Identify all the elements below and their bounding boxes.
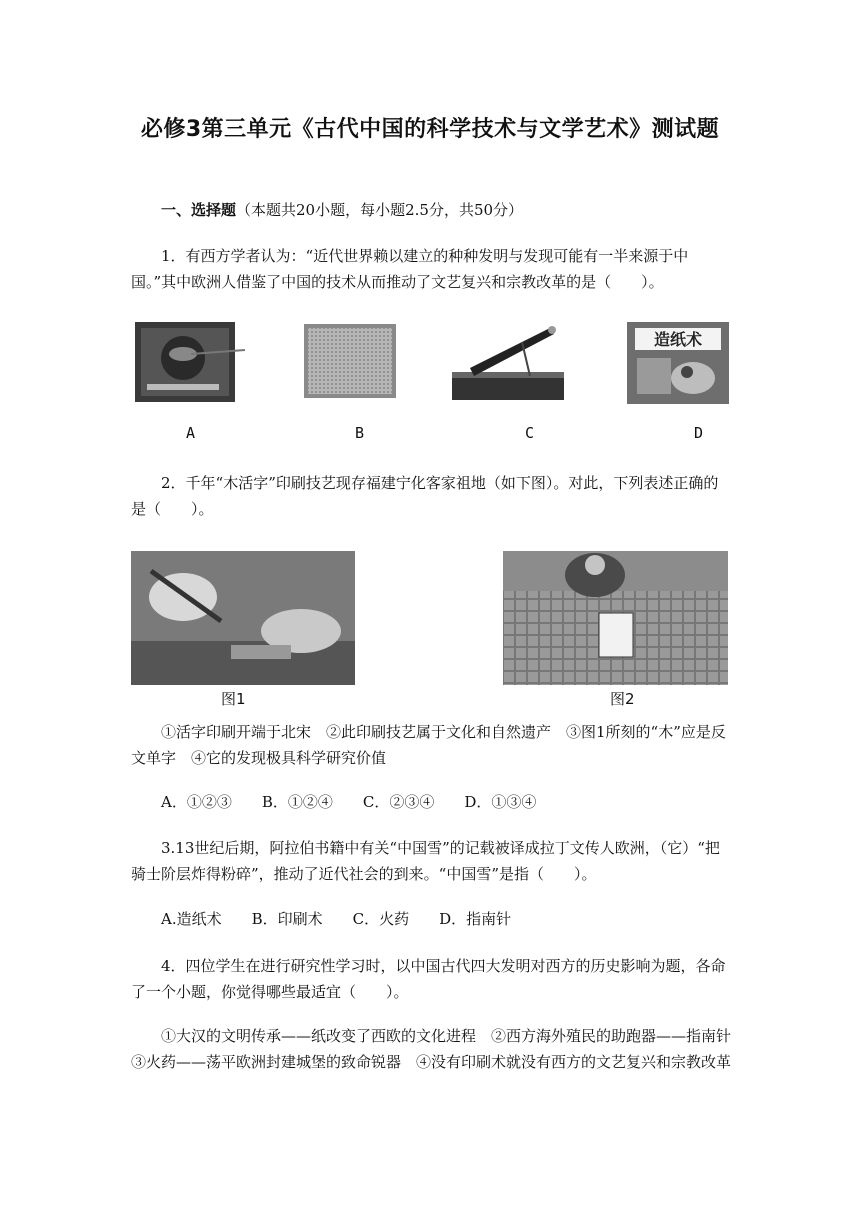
- option-a-label: A: [186, 424, 196, 442]
- question-4-text: 4．四位学生在进行研究性学习时，以中国古代四大发明对西方的历史影响为题，各命了一个小题，你觉得哪些最适宜（ ）。: [131, 957, 726, 1001]
- question-3-text: 3.13世纪后期，阿拉伯书籍中有关“中国雪”的记载被译成拉丁文传人欧洲，（它）“把骑士阶层炸得粉碎”，推动了近代社会的到来。“中国雪”是指（ ）。: [131, 839, 720, 883]
- figure-2-caption: 图2: [610, 690, 635, 708]
- page-title: 必修3第三单元《古代中国的科学技术与文学艺术》测试题: [140, 117, 720, 142]
- question-2-choices: A．①②③ B．①②④ C．②③④ D．①③④: [161, 793, 537, 811]
- option-d-label: D: [694, 424, 704, 442]
- printing-block-image: [302, 322, 398, 400]
- printing-worker-photo: [503, 551, 728, 685]
- gunpowder-weapon-image: [452, 320, 564, 404]
- section-note: （本题共20小题，每小题2.5分，共50分）: [236, 201, 524, 219]
- section-title: 一、选择题: [161, 201, 237, 219]
- question-4-statements: ①大汉的文明传承——纸改变了西欧的文化进程 ②西方海外殖民的助跑器——指南针 ③火药——荡平欧洲封建城堡的致命锐器 ④没有印刷术就没有西方的文艺复兴和宗教改革: [131, 1027, 747, 1071]
- woodblock-carving-photo: [131, 551, 355, 685]
- option-b-label: B: [355, 424, 365, 442]
- figure-1-caption: 图1: [221, 690, 246, 708]
- question-2-text: 2．千年“木活字”印刷技艺现存福建宁化客家祖地（如下图）。对此，下列表述正确的是（ ）。: [131, 474, 719, 518]
- question-1-text: 1．有西方学者认为：“近代世界赖以建立的种种发明与发现可能有一半来源于中国。”其中欧洲人借鉴了中国的技术从而推动了文艺复兴和宗教改革的是（ ）。: [131, 247, 689, 291]
- compass-image: [131, 318, 247, 406]
- option-c-label: C: [525, 424, 535, 442]
- papermaking-image-text: 造纸术: [653, 330, 703, 349]
- question-2-statements: ①活字印刷开端于北宋 ②此印刷技艺属于文化和自然遗产 ③图1所刻的“木”应是反文单字 ④它的发现极具科学研究价值: [131, 723, 726, 767]
- question-3-choices: A.造纸术 B．印刷术 C．火药 D．指南针: [161, 910, 512, 928]
- papermaking-image: [627, 322, 729, 404]
- section-heading: [131, 197, 731, 223]
